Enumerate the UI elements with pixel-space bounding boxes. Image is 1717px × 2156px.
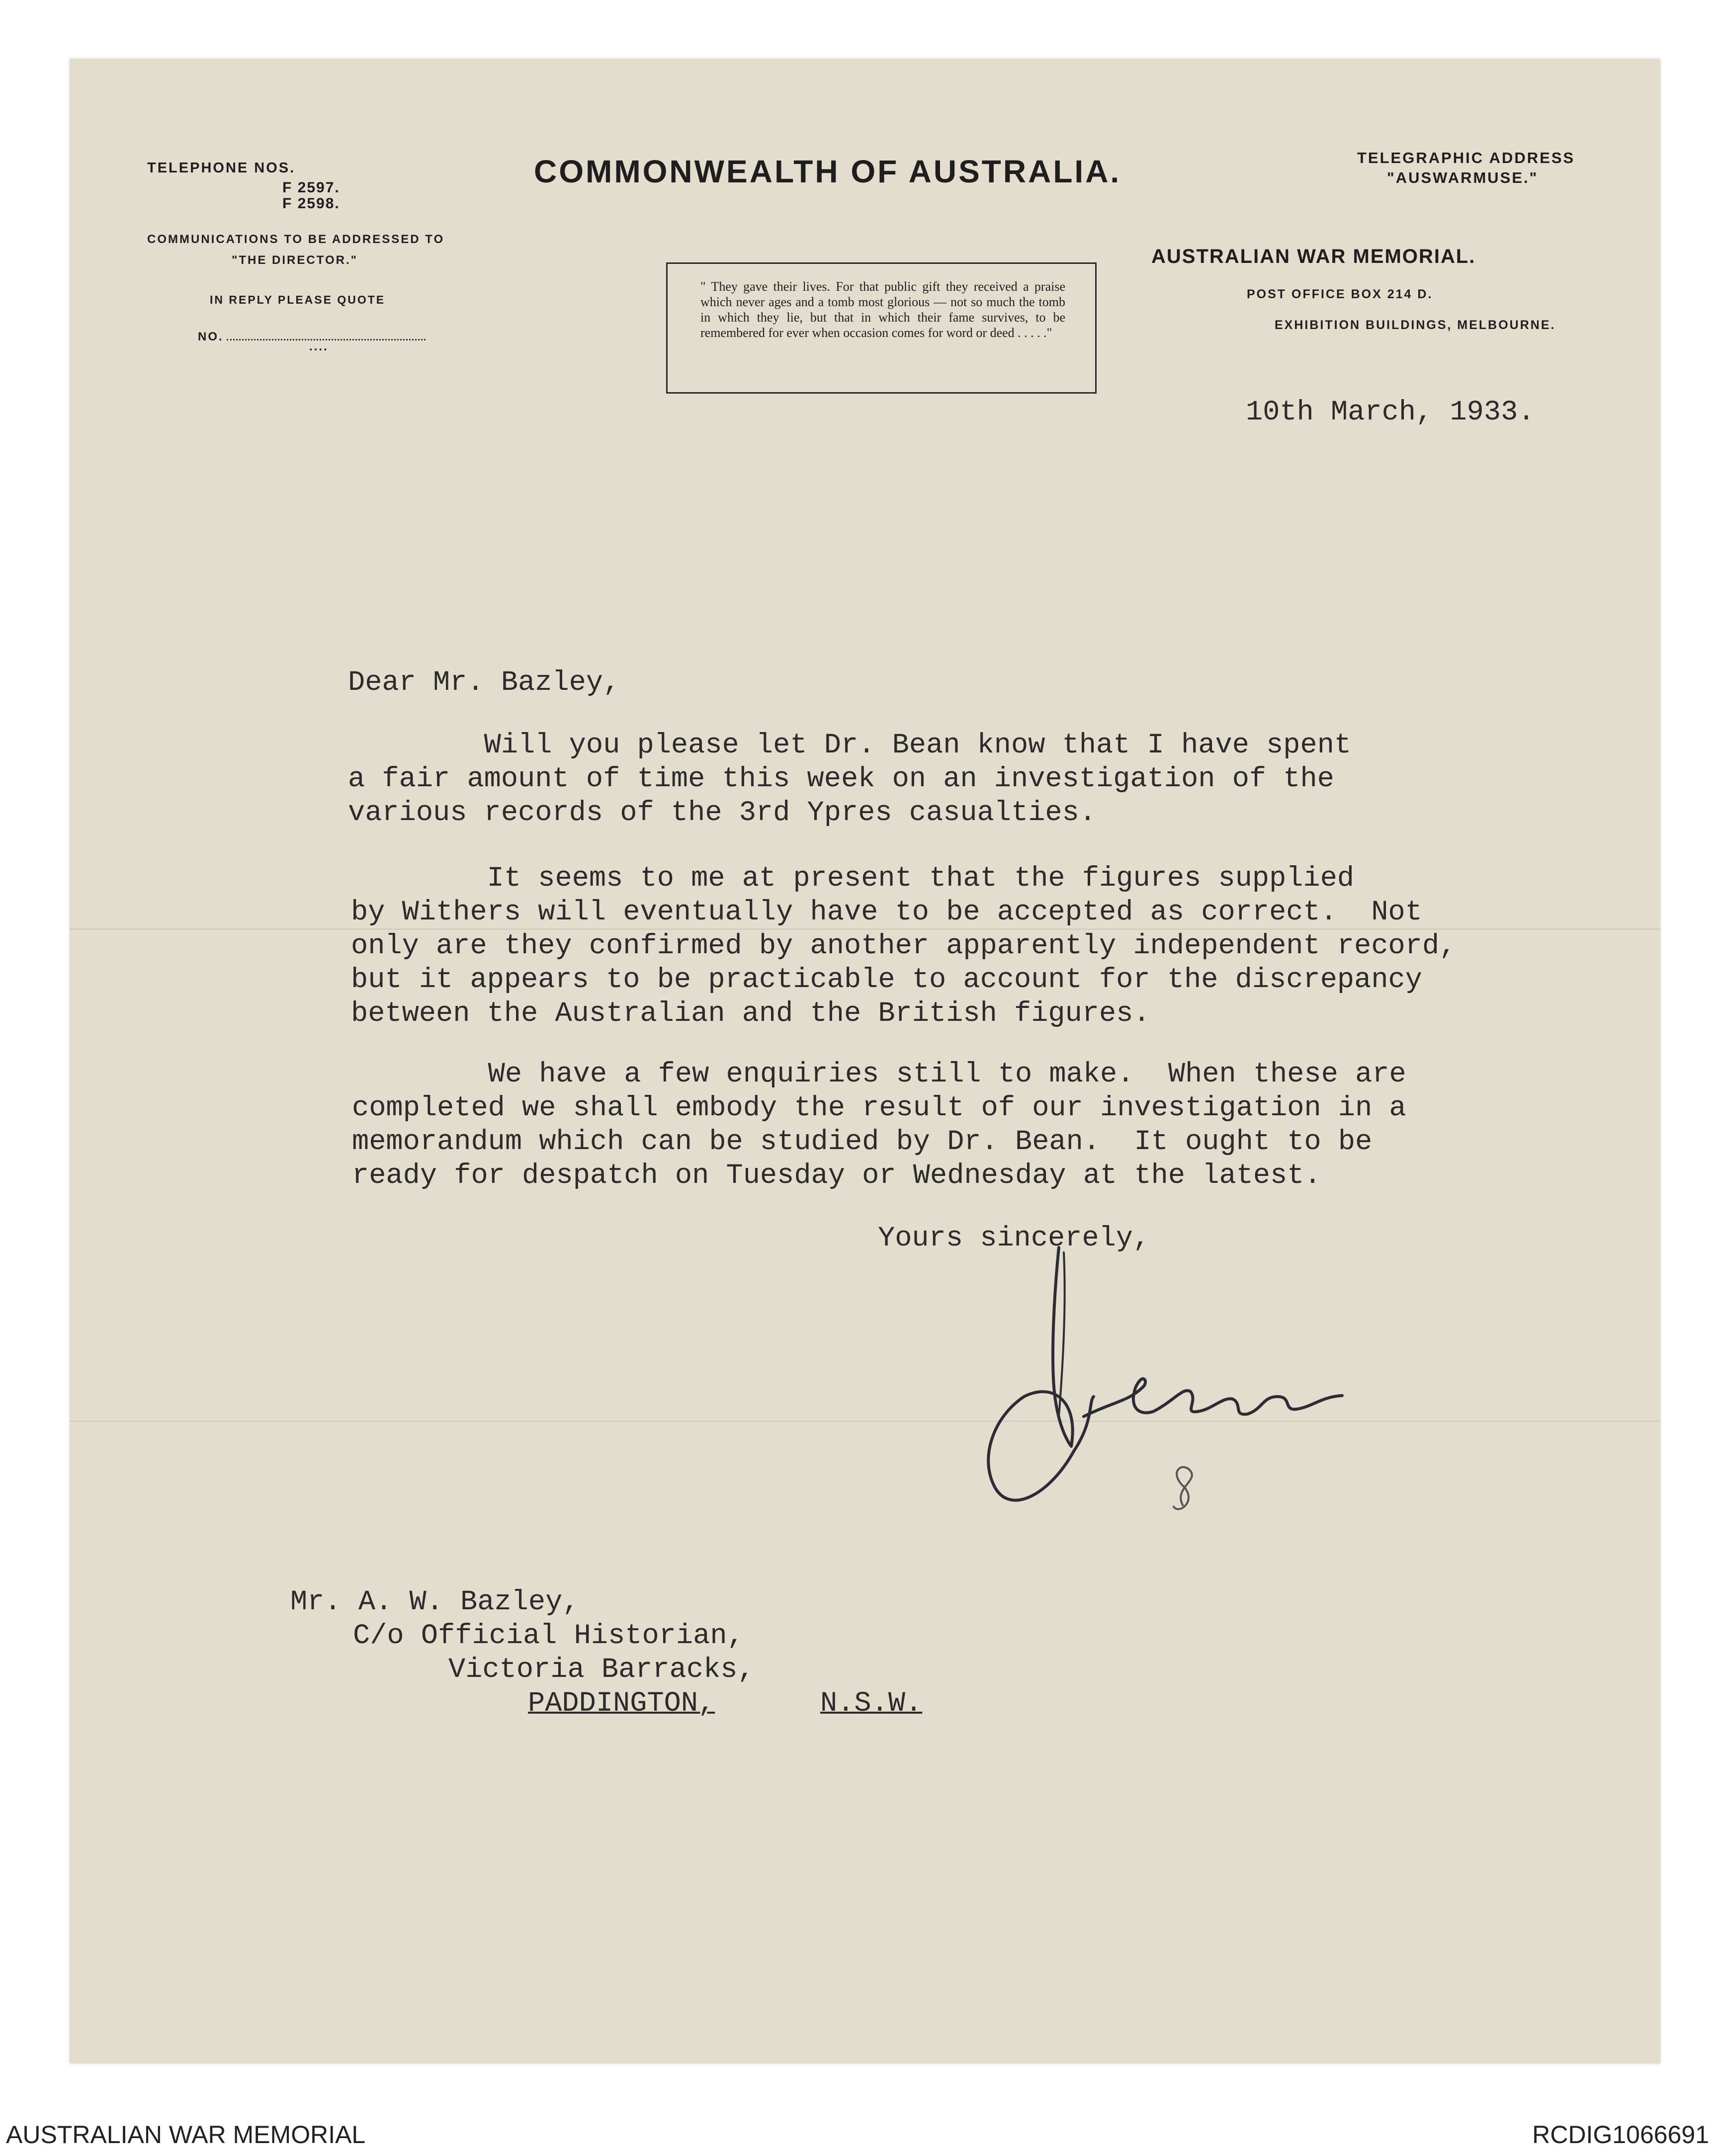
memorial-quote-box: " They gave their lives. For that public gift they received a praise which never ages and a tomb most glorious — not so much the tomb in which they lie, but that in which their fame survives, to be remembered for ever when occasion comes for word or deed . . . . ." [666, 262, 1097, 394]
reply-quote-label: IN REPLY PLEASE QUOTE [210, 293, 386, 306]
fold-line [70, 1420, 1660, 1422]
paragraph-3-line-2: completed we shall embody the result of our investigation in a [352, 1092, 1406, 1124]
telephone-number-2: F 2598. [282, 195, 340, 212]
paragraph-2-line-2: by Withers will eventually have to be accepted as correct. Not [351, 897, 1422, 928]
address-line-1: Mr. A. W. Bazley, [290, 1586, 580, 1618]
telegraphic-label: TELEGRAPHIC ADDRESS [1357, 149, 1575, 166]
paragraph-1-line-2: a fair amount of time this week on an investigation of the [348, 763, 1334, 795]
memorial-name: AUSTRALIAN WAR MEMORIAL. [1151, 246, 1476, 267]
paragraph-1-line-3: various records of the 3rd Ypres casualties. [348, 797, 1097, 829]
paragraph-2-line-1: It seems to me at present that the figures supplied [351, 863, 1355, 895]
telegraphic-address: "AUSWARMUSE." [1387, 169, 1539, 186]
post-office-address: POST OFFICE BOX 214 D. [1247, 287, 1433, 301]
closing: Yours sincerely, [878, 1223, 1150, 1254]
communications-line-2: "THE DIRECTOR." [232, 253, 358, 267]
telephone-number-1: F 2597. [282, 179, 340, 196]
footer-archive-name: AUSTRALIAN WAR MEMORIAL [6, 2121, 366, 2149]
address-line-3: Victoria Barracks, [448, 1654, 755, 1686]
address-line-2: C/o Official Historian, [353, 1620, 744, 1652]
reference-dots: .... [309, 340, 329, 353]
communications-line-1: COMMUNICATIONS TO BE ADDRESSED TO [147, 233, 445, 246]
telephone-label: TELEPHONE NOS. [147, 160, 296, 176]
reference-no-text: NO. [198, 330, 224, 343]
paragraph-2-line-3: only are they confirmed by another apparently independent record, [351, 930, 1457, 962]
paragraph-2-line-4: but it appears to be practicable to account for the discrepancy [351, 964, 1422, 996]
letterhead-title: COMMONWEALTH OF AUSTRALIA. [534, 154, 1121, 189]
exhibition-address: EXHIBITION BUILDINGS, MELBOURNE. [1275, 318, 1556, 332]
paragraph-3-line-1: We have a few enquiries still to make. When these are [352, 1059, 1406, 1090]
salutation: Dear Mr. Bazley, [348, 667, 620, 699]
footer-record-id: RCDIG1066691 [1532, 2121, 1709, 2149]
letter-date: 10th March, 1933. [1246, 397, 1535, 428]
paragraph-2-line-5: between the Australian and the British figures. [351, 998, 1150, 1030]
paragraph-3-line-3: memorandum which can be studied by Dr. Bean. It ought to be [352, 1126, 1373, 1158]
address-state: N.S.W. [820, 1688, 923, 1720]
paragraph-3-line-4: ready for despatch on Tuesday or Wednesday at the latest. [352, 1160, 1321, 1192]
signature [964, 1238, 1392, 1516]
paragraph-1-line-1: Will you please let Dr. Bean know that I have spent [348, 730, 1352, 761]
address-city: PADDINGTON, [528, 1688, 715, 1720]
